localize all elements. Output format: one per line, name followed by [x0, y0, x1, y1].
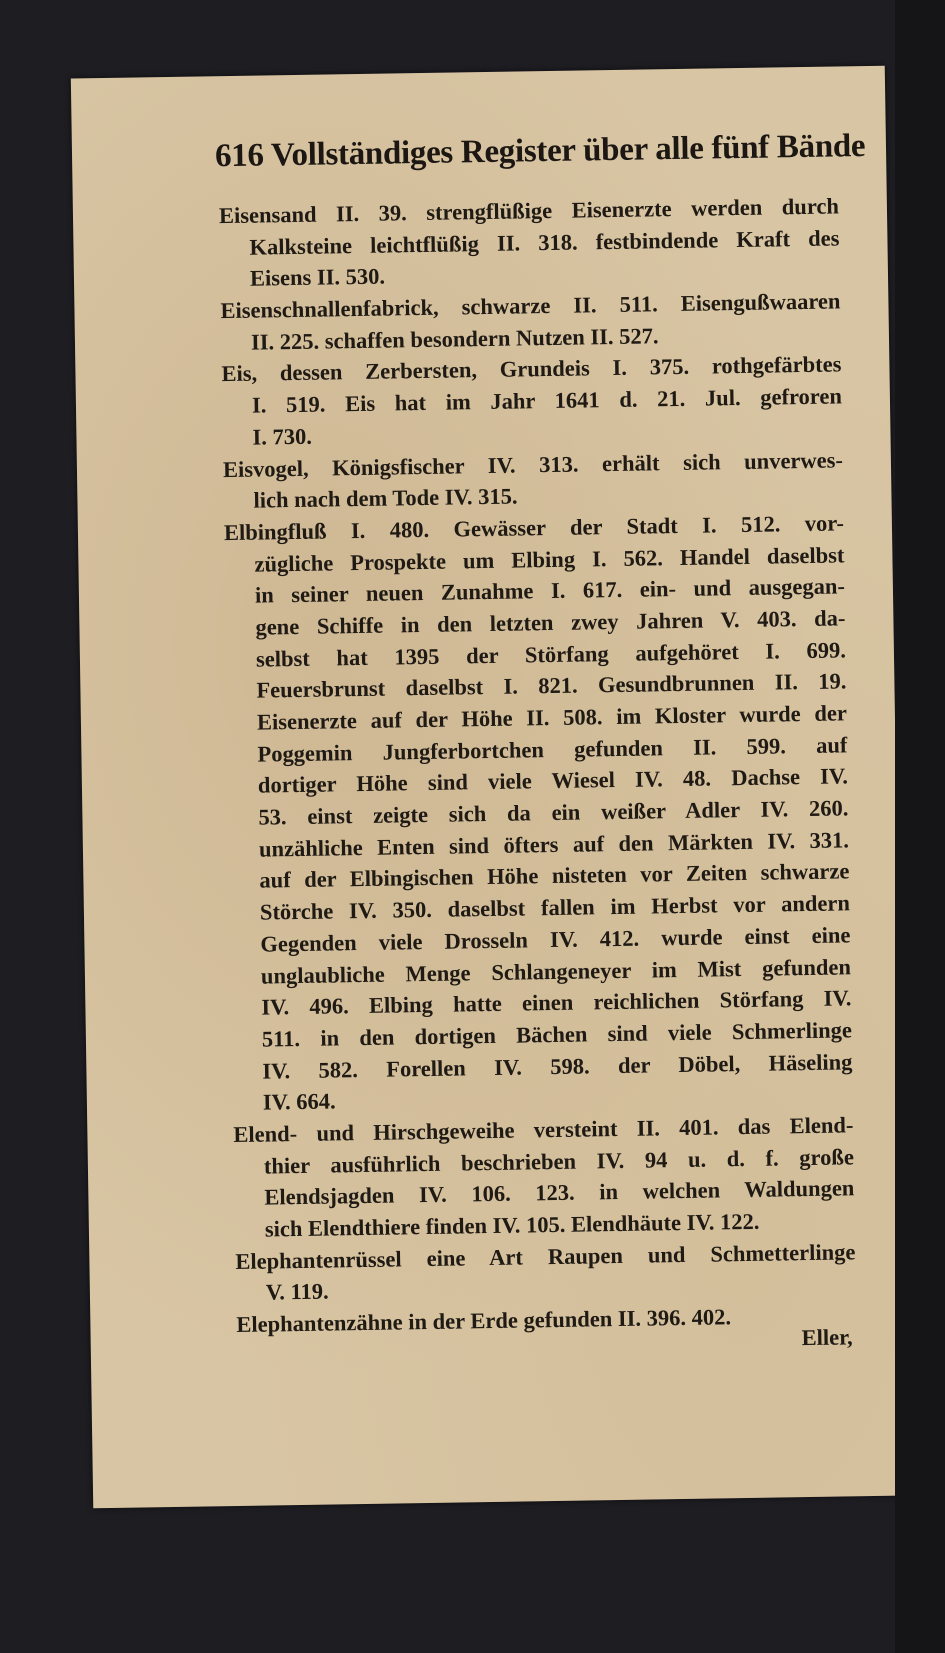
running-header — [214, 128, 866, 175]
register-entry — [219, 190, 840, 295]
entry-continuation-line: lich nach dem Tode IV. 315. — [253, 483, 518, 513]
entry-continuation-line: IV. 582. Forellen IV. 598. der Döbel, Häseling — [262, 1048, 853, 1084]
entry-continuation-line: thier ausführlich beschrieben IV. 94 u. d. f. große — [263, 1143, 855, 1179]
register-entry — [233, 1109, 855, 1245]
entry-continuation-line: unzähliche Enten sind öfters auf den Märkten IV. 331. — [258, 827, 850, 862]
entry-continuation-line: Gegenden viele Drosseln IV. 412. wurde einst eine — [260, 922, 851, 957]
entry-headword-line: Eisensand II. 39. strengflüßige Eisenerzte werden durch — [218, 193, 840, 229]
header-title: Vollständiges Register über alle fünf Bände — [270, 128, 866, 174]
entry-continuation-line: I. 519. Eis hat im Jahr 1641 d. 21. Jul. gefroren — [251, 383, 843, 418]
entry-continuation-line: selbst hat 1395 der Störfang aufgehöret I. 699. — [255, 637, 847, 672]
page-number: 616 — [214, 137, 264, 175]
entry-continuation-line: auf der Elbingischen Höhe nisteten vor Zeiten schwarze — [259, 858, 850, 894]
book-page — [71, 66, 907, 1509]
register-entry — [221, 349, 842, 454]
entry-continuation-line: unglaubliche Menge Schlangeneyer im Mist gefunden — [260, 953, 852, 989]
entry-continuation-line: Elendsjagden IV. 106. 123. in welchen Waldungen — [264, 1175, 855, 1210]
entry-headword-line: Elephantenrüssel eine Art Raupen und Schmetterlinge — [235, 1238, 856, 1274]
entry-headword-line: Eisvogel, Königsfischer IV. 313. erhält sich unverwes- — [222, 446, 844, 482]
entry-continuation-line: Kalksteine leichtflüßig II. 318. festbindende Kraft des — [249, 225, 840, 260]
entry-continuation-line: Eisenerzte auf der Höhe II. 508. im Kloster wurde der — [256, 700, 848, 735]
entry-continuation-line: IV. 496. Elbing hatte einen reichlichen Störfang IV. — [261, 985, 852, 1020]
entry-headword-line: Elend- und Hirschgeweihe versteint II. 401. das Elend- — [233, 1112, 854, 1147]
scan-background — [895, 0, 945, 1653]
entry-headword-line: Elbingfluß I. 480. Gewässer der Stadt I. 512. vor- — [223, 510, 845, 546]
entry-continuation-line: V. 119. — [265, 1278, 329, 1305]
entry-continuation-line: Poggemin Jungferbortchen gefunden II. 599. auf — [257, 732, 848, 767]
entry-continuation-line: 53. einst zeigte sich da ein weißer Adler IV. 260. — [258, 795, 849, 830]
entry-continuation-line: Eisens II. 530. — [249, 263, 386, 292]
entry-headword-line: Elephantenzähne in der Erde gefunden II. 396. 402. — [236, 1304, 732, 1338]
entry-continuation-line: Störche IV. 350. daselbst fallen im Herbst vor andern — [259, 890, 851, 925]
register-entry — [235, 1236, 856, 1309]
catchword: Eller, — [801, 1324, 853, 1351]
entry-continuation-line: II. 225. schaffen besondern Nutzen II. 527. — [250, 323, 659, 355]
entry-continuation-line: 511. in den dortigen Bächen sind viele Schmerlinge — [261, 1017, 853, 1052]
entry-continuation-line: sich Elendthiere finden IV. 105. Elendhäute IV. 122. — [264, 1208, 760, 1242]
entry-headword-line: Eis, dessen Zerbersten, Grundeis I. 375. rothgefärbtes — [221, 351, 842, 387]
entry-continuation-line: gene Schiffe in den letzten zwey Jahren V. 403. da- — [255, 605, 846, 640]
entry-continuation-line: I. 730. — [252, 423, 313, 450]
register-entries — [219, 190, 857, 1340]
register-entry — [223, 444, 844, 517]
register-entry — [220, 285, 841, 358]
entry-continuation-line: dortiger Höhe sind viele Wiesel IV. 48. Dachse IV. — [257, 763, 849, 799]
entry-continuation-line: Feuersbrunst daselbst I. 821. Gesundbrunnen II. 19. — [256, 668, 847, 703]
entry-headword-line: Eisenschnallenfabrick, schwarze II. 511. Eisengußwaaren — [220, 288, 841, 324]
register-entry — [224, 507, 853, 1119]
entry-continuation-line: in seiner neuen Zunahme I. 617. ein- und ausgegan- — [254, 573, 846, 608]
entry-continuation-line: zügliche Prospekte um Elbing I. 562. Handel daselbst — [254, 541, 845, 577]
entry-continuation-line: IV. 664. — [262, 1088, 336, 1115]
